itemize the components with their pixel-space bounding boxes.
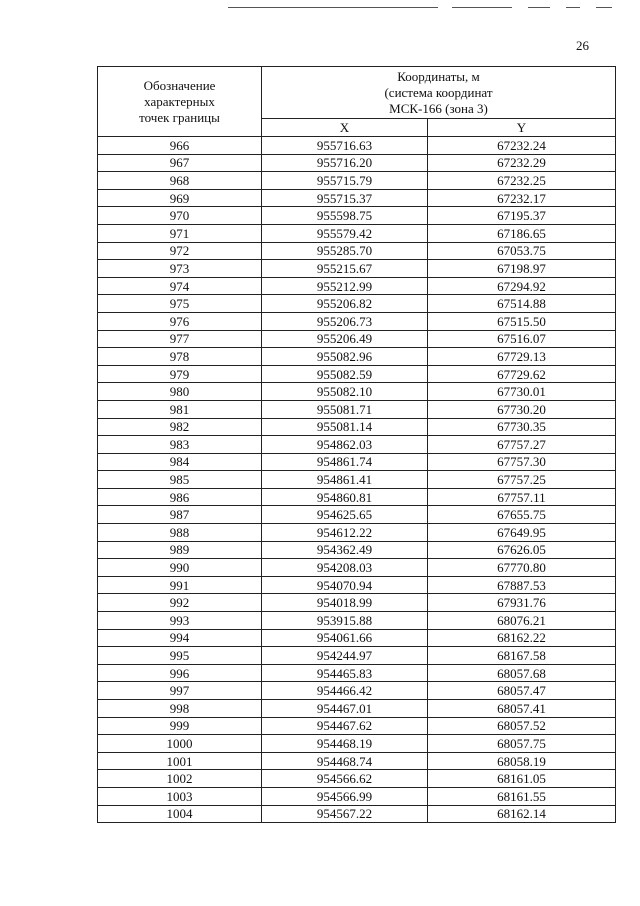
x-coordinate-cell: 955082.59 xyxy=(262,365,428,383)
table-row xyxy=(98,647,616,665)
x-coordinate-cell: 954070.94 xyxy=(262,576,428,594)
x-coordinate-cell: 954018.99 xyxy=(262,594,428,612)
point-id-cell: 995 xyxy=(98,647,262,665)
table-row xyxy=(98,295,616,313)
point-id-cell: 1003 xyxy=(98,787,262,805)
header-line: МСК-166 (зона 3) xyxy=(389,100,488,116)
y-coordinate-cell: 67655.75 xyxy=(428,506,616,524)
table-row xyxy=(98,277,616,295)
point-id-cell: 967 xyxy=(98,154,262,172)
page-number: 26 xyxy=(576,38,589,53)
point-id-cell: 992 xyxy=(98,594,262,612)
y-coordinate-cell: 68057.41 xyxy=(428,700,616,718)
point-id-cell: 970 xyxy=(98,207,262,225)
point-id-cell: 974 xyxy=(98,277,262,295)
table-row xyxy=(98,576,616,594)
y-coordinate-cell: 68057.68 xyxy=(428,664,616,682)
point-id-cell: 977 xyxy=(98,330,262,348)
y-coordinate-cell: 67729.13 xyxy=(428,348,616,366)
y-coordinate-cell: 68167.58 xyxy=(428,647,616,665)
table-row xyxy=(98,242,616,260)
y-coordinate-cell: 67232.24 xyxy=(428,137,616,155)
point-id-cell: 987 xyxy=(98,506,262,524)
y-coordinate-cell: 67757.11 xyxy=(428,488,616,506)
table-row xyxy=(98,664,616,682)
y-coordinate-cell: 67730.20 xyxy=(428,400,616,418)
x-coordinate-cell: 955081.71 xyxy=(262,400,428,418)
table-row xyxy=(98,400,616,418)
scan-edge-line xyxy=(528,7,550,8)
y-coordinate-cell: 67757.30 xyxy=(428,453,616,471)
scan-edge-line xyxy=(452,7,512,8)
y-column-header: Y xyxy=(428,119,616,137)
table-row xyxy=(98,682,616,700)
x-coordinate-cell: 955206.82 xyxy=(262,295,428,313)
y-coordinate-cell: 67186.65 xyxy=(428,224,616,242)
point-id-cell: 978 xyxy=(98,348,262,366)
point-id-cell: 984 xyxy=(98,453,262,471)
x-coordinate-cell: 955082.96 xyxy=(262,348,428,366)
x-coordinate-cell: 954061.66 xyxy=(262,629,428,647)
table-row xyxy=(98,453,616,471)
x-coordinate-cell: 954862.03 xyxy=(262,436,428,454)
table-row xyxy=(98,524,616,542)
header-line: (система координат xyxy=(384,84,493,100)
y-coordinate-cell: 68161.55 xyxy=(428,787,616,805)
table-row xyxy=(98,471,616,489)
x-coordinate-cell: 954861.41 xyxy=(262,471,428,489)
header-line: Координаты, м xyxy=(397,68,480,84)
coordinates-table xyxy=(97,66,616,823)
x-coordinate-cell: 955206.49 xyxy=(262,330,428,348)
point-designation-header xyxy=(98,67,262,137)
x-coordinate-cell: 954468.74 xyxy=(262,752,428,770)
y-coordinate-cell: 67757.27 xyxy=(428,436,616,454)
point-id-cell: 988 xyxy=(98,524,262,542)
table-row xyxy=(98,752,616,770)
y-coordinate-cell: 67232.17 xyxy=(428,189,616,207)
table-row xyxy=(98,330,616,348)
table-row xyxy=(98,559,616,577)
table-row xyxy=(98,207,616,225)
coordinates-header xyxy=(262,67,616,119)
y-coordinate-cell: 67887.53 xyxy=(428,576,616,594)
table-row xyxy=(98,770,616,788)
point-id-cell: 966 xyxy=(98,137,262,155)
point-id-cell: 1004 xyxy=(98,805,262,823)
table-row xyxy=(98,260,616,278)
y-coordinate-cell: 68161.05 xyxy=(428,770,616,788)
point-id-cell: 980 xyxy=(98,383,262,401)
y-coordinate-cell: 67770.80 xyxy=(428,559,616,577)
y-coordinate-cell: 67195.37 xyxy=(428,207,616,225)
table-row xyxy=(98,383,616,401)
table-row xyxy=(98,787,616,805)
point-id-cell: 994 xyxy=(98,629,262,647)
x-coordinate-cell: 955716.63 xyxy=(262,137,428,155)
table-row xyxy=(98,717,616,735)
x-coordinate-cell: 954208.03 xyxy=(262,559,428,577)
table-body xyxy=(98,137,616,823)
table-row xyxy=(98,805,616,823)
x-coordinate-cell: 955215.67 xyxy=(262,260,428,278)
y-coordinate-cell: 67232.29 xyxy=(428,154,616,172)
table-row xyxy=(98,594,616,612)
point-id-cell: 972 xyxy=(98,242,262,260)
x-coordinate-cell: 954566.99 xyxy=(262,787,428,805)
table-row xyxy=(98,154,616,172)
point-id-cell: 997 xyxy=(98,682,262,700)
y-coordinate-cell: 67514.88 xyxy=(428,295,616,313)
point-id-cell: 981 xyxy=(98,400,262,418)
x-coordinate-cell: 955212.99 xyxy=(262,277,428,295)
y-coordinate-cell: 67626.05 xyxy=(428,541,616,559)
point-id-cell: 991 xyxy=(98,576,262,594)
table-header xyxy=(98,67,616,137)
table-row xyxy=(98,506,616,524)
x-coordinate-cell: 955206.73 xyxy=(262,312,428,330)
x-coordinate-cell: 954625.65 xyxy=(262,506,428,524)
table-row xyxy=(98,436,616,454)
scan-edge-line xyxy=(228,7,438,8)
x-coordinate-cell: 954860.81 xyxy=(262,488,428,506)
x-coordinate-cell: 954466.42 xyxy=(262,682,428,700)
point-id-cell: 975 xyxy=(98,295,262,313)
x-coordinate-cell: 954362.49 xyxy=(262,541,428,559)
y-coordinate-cell: 68076.21 xyxy=(428,612,616,630)
table-row xyxy=(98,700,616,718)
y-coordinate-cell: 67232.25 xyxy=(428,172,616,190)
point-id-cell: 968 xyxy=(98,172,262,190)
y-coordinate-cell: 67757.25 xyxy=(428,471,616,489)
point-id-cell: 989 xyxy=(98,541,262,559)
header-line: характерных xyxy=(144,93,215,109)
header-line: точек границы xyxy=(139,109,220,125)
y-coordinate-cell: 67730.35 xyxy=(428,418,616,436)
x-coordinate-cell: 955715.37 xyxy=(262,189,428,207)
point-id-cell: 969 xyxy=(98,189,262,207)
x-coordinate-cell: 954567.22 xyxy=(262,805,428,823)
y-coordinate-cell: 68057.75 xyxy=(428,735,616,753)
x-coordinate-cell: 954566.62 xyxy=(262,770,428,788)
table-row xyxy=(98,348,616,366)
y-coordinate-cell: 67730.01 xyxy=(428,383,616,401)
x-coordinate-cell: 955579.42 xyxy=(262,224,428,242)
x-coordinate-cell: 954612.22 xyxy=(262,524,428,542)
point-id-cell: 971 xyxy=(98,224,262,242)
point-id-cell: 976 xyxy=(98,312,262,330)
point-id-cell: 999 xyxy=(98,717,262,735)
point-id-cell: 998 xyxy=(98,700,262,718)
x-coordinate-cell: 955285.70 xyxy=(262,242,428,260)
y-coordinate-cell: 68058.19 xyxy=(428,752,616,770)
y-coordinate-cell: 67729.62 xyxy=(428,365,616,383)
x-coordinate-cell: 954467.62 xyxy=(262,717,428,735)
x-coordinate-cell: 955715.79 xyxy=(262,172,428,190)
point-id-cell: 985 xyxy=(98,471,262,489)
point-id-cell: 986 xyxy=(98,488,262,506)
point-id-cell: 973 xyxy=(98,260,262,278)
table-row xyxy=(98,189,616,207)
x-coordinate-cell: 953915.88 xyxy=(262,612,428,630)
y-coordinate-cell: 68057.52 xyxy=(428,717,616,735)
x-coordinate-cell: 954861.74 xyxy=(262,453,428,471)
point-id-cell: 996 xyxy=(98,664,262,682)
table-row xyxy=(98,541,616,559)
table-row xyxy=(98,312,616,330)
point-id-cell: 979 xyxy=(98,365,262,383)
point-id-cell: 990 xyxy=(98,559,262,577)
point-id-cell: 982 xyxy=(98,418,262,436)
table-row xyxy=(98,735,616,753)
point-id-cell: 983 xyxy=(98,436,262,454)
table-row xyxy=(98,612,616,630)
y-coordinate-cell: 68162.22 xyxy=(428,629,616,647)
x-coordinate-cell: 955716.20 xyxy=(262,154,428,172)
x-coordinate-cell: 954467.01 xyxy=(262,700,428,718)
y-coordinate-cell: 67294.92 xyxy=(428,277,616,295)
y-coordinate-cell: 67649.95 xyxy=(428,524,616,542)
table-row xyxy=(98,418,616,436)
point-id-cell: 993 xyxy=(98,612,262,630)
table-row xyxy=(98,365,616,383)
x-coordinate-cell: 954468.19 xyxy=(262,735,428,753)
x-coordinate-cell: 955081.14 xyxy=(262,418,428,436)
x-coordinate-cell: 954465.83 xyxy=(262,664,428,682)
table-row xyxy=(98,488,616,506)
y-coordinate-cell: 67931.76 xyxy=(428,594,616,612)
y-coordinate-cell: 67516.07 xyxy=(428,330,616,348)
y-coordinate-cell: 67053.75 xyxy=(428,242,616,260)
table-row xyxy=(98,137,616,155)
x-coordinate-cell: 955598.75 xyxy=(262,207,428,225)
x-coordinate-cell: 954244.97 xyxy=(262,647,428,665)
y-coordinate-cell: 68162.14 xyxy=(428,805,616,823)
point-id-cell: 1000 xyxy=(98,735,262,753)
x-coordinate-cell: 955082.10 xyxy=(262,383,428,401)
header-line: Обозначение xyxy=(143,77,216,93)
point-id-cell: 1002 xyxy=(98,770,262,788)
scan-edge-line xyxy=(596,7,612,8)
x-column-header: X xyxy=(262,119,428,137)
table-row xyxy=(98,172,616,190)
scan-edge-line xyxy=(566,7,580,8)
y-coordinate-cell: 67198.97 xyxy=(428,260,616,278)
point-id-cell: 1001 xyxy=(98,752,262,770)
y-coordinate-cell: 68057.47 xyxy=(428,682,616,700)
table-row xyxy=(98,224,616,242)
table-row xyxy=(98,629,616,647)
y-coordinate-cell: 67515.50 xyxy=(428,312,616,330)
